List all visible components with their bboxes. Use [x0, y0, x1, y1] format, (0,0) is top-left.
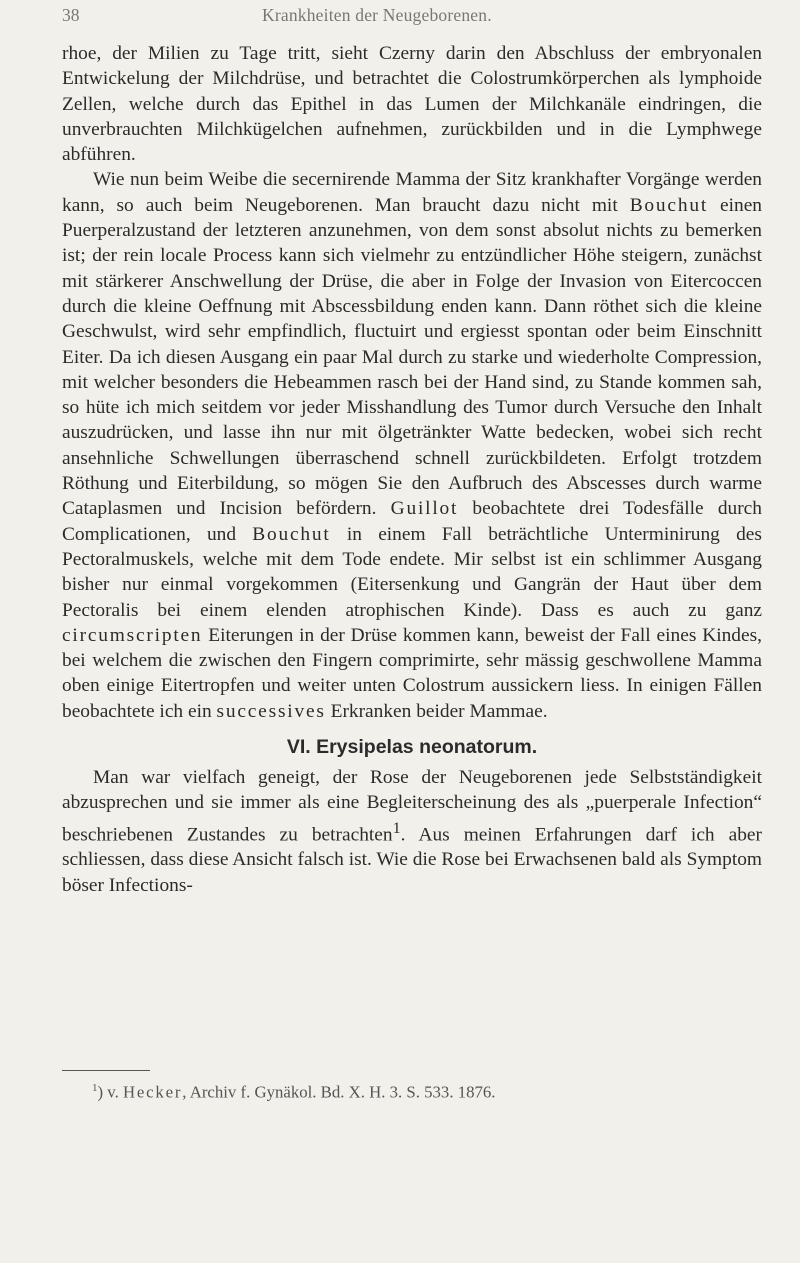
text-run: , Archiv f. Gynäkol. Bd. X. H. 3. S. 533. 1876. — [182, 1082, 496, 1102]
paragraph-erysipelas — [62, 765, 762, 898]
emphasis: circumscripten — [62, 624, 203, 646]
text-run: beobachtete drei Todesfälle durch Complicationen, und — [62, 498, 762, 545]
paragraph-continued: rhoe, der Milien zu Tage tritt, sieht Czerny darin den Abschluss der embryonalen Entwickelung der Milchdrüse, und betrachtet die Colostrumkörperchen als lymphoide Zellen, welche durch das Epithel in das Lumen der Milchkanäle eindringen, die unverbrauchten Milchkügelchen aufnehmen, zurückbilden und in die Lymphwege abführen. — [62, 43, 762, 166]
author-name: Hecker — [122, 1082, 183, 1102]
author-name: Bouchut — [629, 194, 709, 216]
running-title: Krankheiten der Neugeborenen. — [262, 5, 492, 25]
text-run: Erkranken beider Mammae. — [330, 700, 548, 722]
author-name: Guillot — [390, 498, 459, 520]
text-run: Wie nun beim Weibe die secernirende Mamma der Sitz krankhafter Vorgänge werden kann, so auch beim Neugeborenen. Man braucht dazu nicht mit — [62, 169, 762, 216]
footnote-rule — [62, 1070, 150, 1071]
text-run: Eiterungen in der Drüse kommen kann, beweist der Fall eines Kindes, bei welchem die zwischen den Fingern comprimirte, sehr mässig geschwollene Mamma oben einige Eitertropfen und weiter unten Colostrum aussickern liess. In einigen Fällen beobachtete ich ein — [62, 624, 762, 722]
text-run: einen Puerperalzustand der letzteren anzunehmen, von dem sonst absolut nichts zu bemerken ist; der rein locale Process kann sich vielmehr zu entzündlicher Höhe steigern, zunächst mit stärkerer Anschwellung der Drüse, die aber in Folge der Invasion von Eitercoccen durch die kleine Oeffnung mit Abscessbildung enden kann. Dann röthet sich die kleine Geschwulst, wird sehr empfindlich, fluctuirt und ergiesst spontan oder beim Einschnitt Eiter. Da ich diesen Ausgang ein paar Mal durch zu starke und wiederholte Compression, mit welcher besonders die Hebeammen rasch bei der Hand sind, zu Stande kommen sah, so hüte ich mich seitdem vor jeder Misshandlung des Tumor durch Versuche den Inhalt auszudrücken, und lasse ihn nur mit ölgetränkter Watte bedecken, wobei sich recht ansehnliche Schwellungen überraschend schnell zurückbildeten. Erfolgt trotzdem Röthung und Eiterbildung, so mögen Sie den Aufbruch des Abscesses durch warme Cataplasmen und Incision befördern. — [62, 194, 762, 520]
section-heading: VI. Erysipelas neonatorum. — [286, 736, 538, 759]
text-run: . Aus meinen Erfahrungen darf ich aber schliessen, dass diese Ansicht falsch ist. Wie die Rose bei Erwachsenen bald als Symptom böser Infections- — [62, 824, 762, 896]
text-run: in einem Fall beträchtliche Unterminirung des Pectoralmuskels, welche mit dem Tode endete. Mir selbst ist ein schlimmer Ausgang bisher nur einmal vorgekommen (Eitersenkung und Gangrän der Haut über dem Pectoralis bei einem elenden atrophischen Kinde). Dass es auch zu ganz — [62, 523, 762, 621]
page-number: 38 — [62, 5, 80, 25]
emphasis: successives — [216, 700, 326, 722]
page-body — [62, 41, 762, 898]
footnote — [92, 1077, 752, 1104]
paragraph-mamma — [62, 167, 762, 724]
footnote-reference[interactable]: 1 — [392, 819, 401, 837]
footnote-marker: 1 — [92, 1082, 98, 1094]
author-name: Bouchut — [252, 523, 331, 545]
text-run: Man war vielfach geneigt, der Rose der Neugeborenen jede Selbstständigkeit abzusprechen und sie immer als eine Begleiterscheinung des als „puerperale Infection“ beschriebenen Zustandes zu betrachten — [62, 767, 762, 846]
text-run: ) v. — [97, 1082, 119, 1102]
